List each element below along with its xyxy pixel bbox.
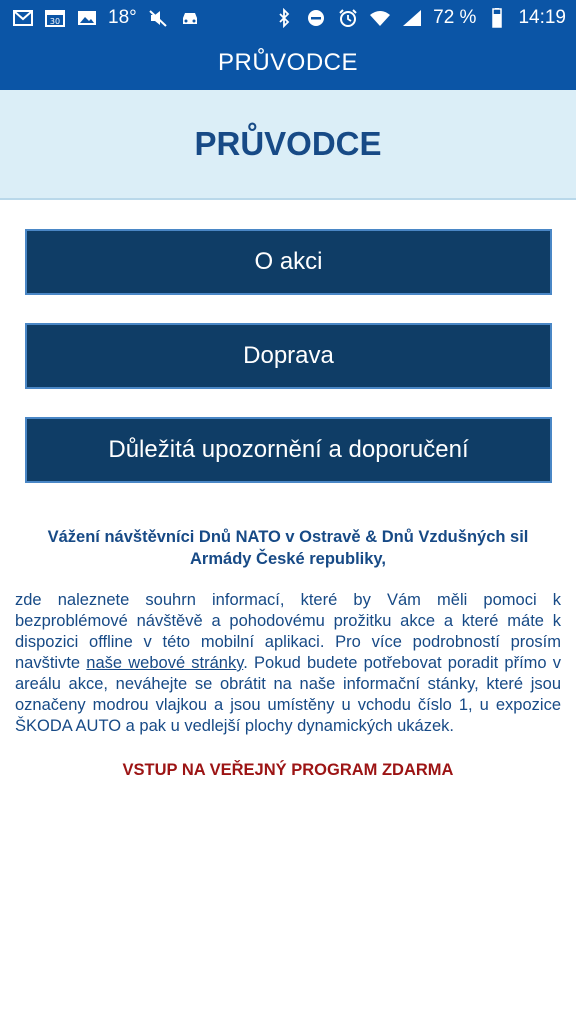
status-bar-right [273,7,566,29]
signal-icon [401,8,423,28]
calendar-icon [44,8,66,28]
free-entry-notice: VSTUP NA VEŘEJNÝ PROGRAM ZDARMA [122,761,454,779]
status-bar-left [12,7,201,29]
car-icon [179,8,201,28]
app-bar-title: PRŮVODCE [217,49,359,76]
svg-text:30: 30 [49,17,61,26]
status-bar [0,0,576,36]
wifi-icon [369,8,391,28]
intro-section [15,526,561,780]
clock: 14:19 [518,7,566,28]
temperature: 18° [108,7,137,28]
alarm-icon [337,8,359,28]
dnd-icon [305,8,327,28]
battery-level: 72 % [433,7,477,28]
gallery-icon [76,8,98,28]
website-link[interactable]: naše webové stránky [86,654,244,672]
gmail-icon [12,8,34,28]
bluetooth-icon [273,8,295,28]
about-event-button[interactable]: O akci [25,229,552,295]
app-bar [0,36,576,90]
transport-button[interactable]: Doprava [25,323,552,389]
greeting: Vážení návštěvníci Dnů NATO v Ostravě & Dnů Vzdušných sil Armády České republiky, [47,528,529,568]
page-header [0,90,576,200]
intro-text-after-link: . Pokud budete potřebovat poradit přímo v areálu akce, neváhejte se obrátit na naše informační stánky, které jsou označeny modrou vlajkou a jsou umístěny u vchodu číslo 1, u expozice ŠKODA AUTO a pak u vedlejší plochy dynamických ukázek. [15,654,561,735]
intro-text-before-link: zde naleznete souhrn informací, které by Vám měli pomoci k bezproblémové návštěvě a pohodovému prožitku akce a které máte k dispozici offline v této mobilní aplikaci. Pro více podrobností prosím navštivte [15,591,561,672]
important-notices-button[interactable]: Důležitá upozornění a doporučení [25,417,552,483]
intro-paragraph [15,590,561,737]
page-title: PRŮVODCE [194,125,382,162]
battery-icon [486,8,508,28]
mute-icon [147,8,169,28]
